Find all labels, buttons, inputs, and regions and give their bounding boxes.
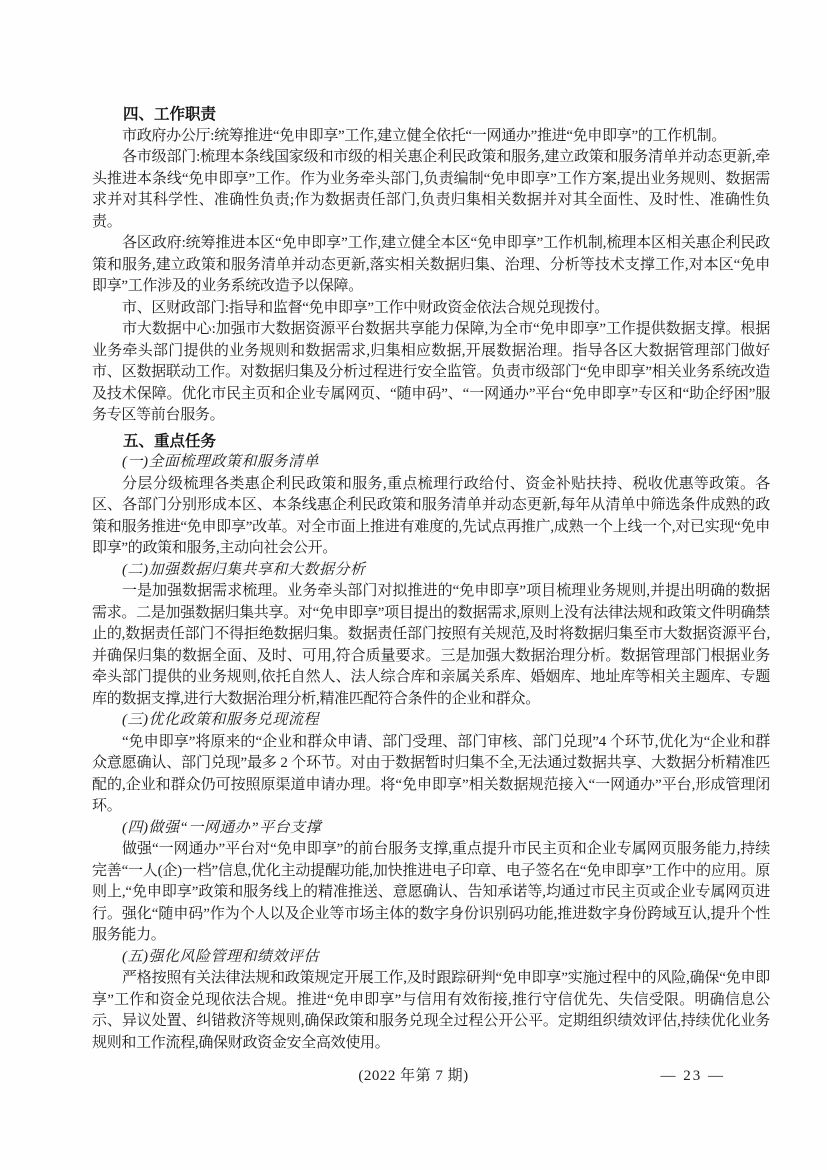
footer-page-number: — 23 — [660, 1068, 725, 1084]
subsection-heading: (三)优化政策和服务兑现流程 [122, 712, 319, 728]
body-paragraph: 各区政府:统筹推进本区“免申即享”工作,建立健全本区“免申即享”工作机制,梳理本区相关惠企利民政策和服务,建立政策和服务清单并动态更新,落实相关数据归集、治理、分析等技术支撑工作,对本区“免申即享”工作涉及的业务系统改造予以保障。 [92, 235, 770, 294]
body-paragraph: 做强“一网通办”平台对“免申即享”的前台服务支撑,重点提升市民主页和企业专属网页服务能力,持续完善“一人(企)一档”信息,优化主动提醒功能,加快推进电子印章、电子签名在“免申即享”工作中的应用。原则上,“免申即享”政策和服务线上的精准推送、意愿确认、告知承诺等,均通过市民主页或企业专属网页进行。强化“随申码”作为个人以及企业等市场主体的数字身份识别码功能,推进数字身份跨域互认,提升个性服务能力。 [92, 841, 770, 943]
document-body [92, 104, 770, 1054]
body-paragraph: “免申即享”将原来的“企业和群众申请、部门受理、部门审核、部门兑现”4 个环节,优化为“企业和群众意愿确认、部门兑现”最多 2 个环节。对由于数据暂时归集不全,无法通过数据共享、大数据分析精准匹配的,企业和群众仍可按照原渠道申请办理。将“免申即享”相关数据规范接入“一网通办”平台,形成管理闭环。 [92, 733, 770, 814]
page-footer [0, 1064, 827, 1088]
section-heading: 四、工作职责 [123, 105, 217, 123]
subsection-heading: (五)强化风险管理和绩效评估 [122, 948, 319, 965]
body-paragraph: 市大数据中心:加强市大数据资源平台数据共享能力保障,为全市“免申即享”工作提供数据支撑。根据业务牵头部门提供的业务规则和数据需求,归集相应数据,开展数据治理。指导各区大数据管理部门做好市、区数据联动工作。对数据归集及分析过程进行安全监管。负责市级部门“免申即享”相关业务系统改造及技术保障。优化市民主页和企业专属网页、“随申码”、“一网通办”平台“免申即享”专区和“助企纾困”服务专区等前台服务。 [92, 321, 770, 423]
subsection-heading: (四)做强“一网通办”平台支撑 [122, 819, 322, 836]
body-paragraph: 各市级部门:梳理本条线国家级和市级的相关惠企利民政策和服务,建立政策和服务清单并动态更新,牵头推进本条线“免申即享”工作。作为业务牵头部门,负责编制“免申即享”工作方案,提出业务规则、数据需求并对其科学性、准确性负责;作为数据责任部门,负责归集相关数据并对其全面性、及时性、准确性负责。 [92, 149, 770, 230]
subsection-heading: (一)全面梳理政策和服务清单 [122, 454, 319, 470]
body-paragraph: 分层分级梳理各类惠企利民政策和服务,重点梳理行政给付、资金补贴扶持、税收优惠等政策。各区、各部门分别形成本区、本条线惠企利民政策和服务清单并动态更新,每年从清单中筛选条件成熟的政策和服务推进“免申即享”改革。对全市面上推进有难度的,先试点再推广,成熟一个上线一个,对已实现“免申即享”的政策和服务,主动向社会公开。 [92, 475, 770, 556]
body-paragraph: 市政府办公厅:统筹推进“免申即享”工作,建立健全依托“一网通办”推进“免申即享”的工作机制。 [122, 127, 727, 144]
body-paragraph: 市、区财政部门:指导和监督“免申即享”工作中财政资金依法合规兑现拨付。 [122, 299, 609, 316]
section-heading: 五、重点任务 [123, 431, 217, 450]
body-paragraph: 一是加强数据需求梳理。业务牵头部门对拟推进的“免申即享”项目梳理业务规则,并提出明确的数据需求。二是加强数据归集共享。对“免申即享”项目提出的数据需求,原则上没有法律法规和政策文件明确禁止的,数据责任部门不得拒绝数据归集。数据责任部门按照有关规范,及时将数据归集至市大数据资源平台,并确保归集的数据全面、及时、可用,符合质量要求。三是加强大数据治理分析。数据管理部门根据业务牵头部门提供的业务规则,依托自然人、法人综合库和亲属关系库、婚姻库、地址库等相关主题库、专题库的数据支撑,进行大数据治理分析,精准匹配符合条件的企业和群众。 [92, 583, 770, 707]
body-paragraph: 严格按照有关法律法规和政策规定开展工作,及时跟踪研判“免申即享”实施过程中的风险,确保“免申即享”工作和资金兑现依法合规。推进“免申即享”与信用有效衔接,推行守信优先、失信受限。明确信息公示、异议处置、纠错救济等规则,确保政策和服务兑现全过程公开公平。定期组织绩效评估,持续优化业务规则和工作流程,确保财政资金安全高效使用。 [92, 970, 770, 1051]
footer-issue-label: (2022 年第 7 期) [358, 1068, 469, 1084]
subsection-heading: (二)加强数据归集共享和大数据分析 [122, 561, 366, 578]
